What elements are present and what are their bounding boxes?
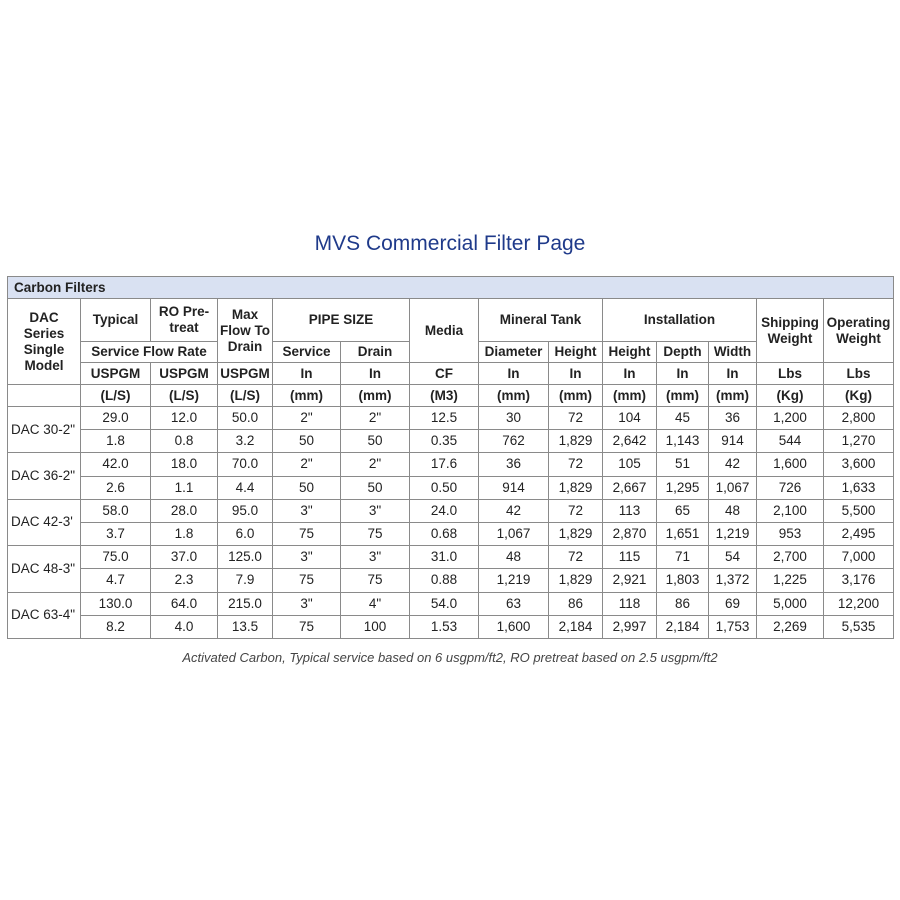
- value-cell: 2.6: [81, 476, 151, 499]
- value-cell: 12,200: [824, 592, 894, 615]
- unit-metric: (mm): [479, 385, 549, 407]
- value-cell: 104: [603, 407, 657, 430]
- table-row-metric: [8, 615, 894, 638]
- value-cell: 51: [657, 453, 709, 476]
- value-cell: 75: [273, 522, 341, 545]
- unit-metric: (mm): [273, 385, 341, 407]
- header-service-flow-rate: Service Flow Rate: [81, 342, 218, 363]
- value-cell: 75: [341, 569, 410, 592]
- value-cell: 48: [479, 546, 549, 569]
- value-cell: 75: [341, 522, 410, 545]
- value-cell: 72: [549, 546, 603, 569]
- value-cell: 64.0: [151, 592, 218, 615]
- value-cell: 48: [709, 499, 757, 522]
- unit-metric: (M3): [410, 385, 479, 407]
- value-cell: 2,870: [603, 522, 657, 545]
- value-cell: 50: [341, 430, 410, 453]
- value-cell: 12.5: [410, 407, 479, 430]
- value-cell: 50: [341, 476, 410, 499]
- table-row-imperial: [8, 407, 894, 430]
- value-cell: 72: [549, 499, 603, 522]
- unit-metric: (L/S): [81, 385, 151, 407]
- header-blank: [8, 385, 81, 407]
- value-cell: 0.68: [410, 522, 479, 545]
- header-media: Media: [410, 299, 479, 363]
- value-cell: 17.6: [410, 453, 479, 476]
- value-cell: 8.2: [81, 615, 151, 638]
- value-cell: 7.9: [218, 569, 273, 592]
- unit-imperial: USPGM: [218, 363, 273, 385]
- table-row-imperial: [8, 546, 894, 569]
- value-cell: 100: [341, 615, 410, 638]
- value-cell: 1.1: [151, 476, 218, 499]
- value-cell: 1,200: [757, 407, 824, 430]
- value-cell: 0.50: [410, 476, 479, 499]
- value-cell: 1,067: [709, 476, 757, 499]
- value-cell: 29.0: [81, 407, 151, 430]
- unit-metric: (mm): [709, 385, 757, 407]
- value-cell: 5,000: [757, 592, 824, 615]
- value-cell: 3": [341, 546, 410, 569]
- value-cell: 1,295: [657, 476, 709, 499]
- header-shipping-weight: Shipping Weight: [757, 299, 824, 363]
- value-cell: 28.0: [151, 499, 218, 522]
- value-cell: 5,500: [824, 499, 894, 522]
- value-cell: 914: [709, 430, 757, 453]
- value-cell: 1,829: [549, 430, 603, 453]
- unit-imperial: In: [341, 363, 410, 385]
- value-cell: 0.88: [410, 569, 479, 592]
- table-row-imperial: [8, 592, 894, 615]
- value-cell: 4.4: [218, 476, 273, 499]
- value-cell: 50: [273, 476, 341, 499]
- value-cell: 2,269: [757, 615, 824, 638]
- header-typical: Typical: [81, 299, 151, 342]
- value-cell: 1,600: [757, 453, 824, 476]
- value-cell: 2,495: [824, 522, 894, 545]
- value-cell: 54.0: [410, 592, 479, 615]
- value-cell: 30: [479, 407, 549, 430]
- value-cell: 2,642: [603, 430, 657, 453]
- value-cell: 113: [603, 499, 657, 522]
- value-cell: 86: [549, 592, 603, 615]
- value-cell: 86: [657, 592, 709, 615]
- value-cell: 2.3: [151, 569, 218, 592]
- header-max-flow: Max Flow To Drain: [218, 299, 273, 363]
- value-cell: 2": [341, 453, 410, 476]
- header-pipe-size: PIPE SIZE: [273, 299, 410, 342]
- unit-metric: (mm): [657, 385, 709, 407]
- page-title: MVS Commercial Filter Page: [314, 232, 586, 255]
- value-cell: 45: [657, 407, 709, 430]
- header-pipe-service: Service: [273, 342, 341, 363]
- model-cell: DAC 36-2": [8, 453, 81, 499]
- value-cell: 18.0: [151, 453, 218, 476]
- value-cell: 36: [709, 407, 757, 430]
- value-cell: 115: [603, 546, 657, 569]
- unit-metric: (mm): [603, 385, 657, 407]
- value-cell: 31.0: [410, 546, 479, 569]
- value-cell: 105: [603, 453, 657, 476]
- value-cell: 2,700: [757, 546, 824, 569]
- header-ro-pretreat: RO Pre-treat: [151, 299, 218, 342]
- table-row-imperial: [8, 499, 894, 522]
- value-cell: 125.0: [218, 546, 273, 569]
- header-mineral-tank: Mineral Tank: [479, 299, 603, 342]
- value-cell: 71: [657, 546, 709, 569]
- value-cell: 50: [273, 430, 341, 453]
- value-cell: 63: [479, 592, 549, 615]
- value-cell: 54: [709, 546, 757, 569]
- value-cell: 0.35: [410, 430, 479, 453]
- value-cell: 1,829: [549, 476, 603, 499]
- footnote: Activated Carbon, Typical service based on 6 usgpm/ft2, RO pretreat based on 2.5 usgpm/ft2: [182, 650, 718, 665]
- value-cell: 953: [757, 522, 824, 545]
- value-cell: 762: [479, 430, 549, 453]
- value-cell: 726: [757, 476, 824, 499]
- header-operating-weight: Operating Weight: [824, 299, 894, 363]
- value-cell: 544: [757, 430, 824, 453]
- value-cell: 4.7: [81, 569, 151, 592]
- model-cell: DAC 42-3': [8, 499, 81, 545]
- value-cell: 12.0: [151, 407, 218, 430]
- value-cell: 75: [273, 615, 341, 638]
- unit-metric: (Kg): [824, 385, 894, 407]
- unit-imperial: In: [603, 363, 657, 385]
- value-cell: 42.0: [81, 453, 151, 476]
- value-cell: 5,535: [824, 615, 894, 638]
- value-cell: 3.2: [218, 430, 273, 453]
- value-cell: 1,829: [549, 569, 603, 592]
- value-cell: 1,143: [657, 430, 709, 453]
- header-model: DAC Series Single Model: [8, 299, 81, 385]
- value-cell: 3": [273, 546, 341, 569]
- value-cell: 72: [549, 453, 603, 476]
- value-cell: 1,651: [657, 522, 709, 545]
- value-cell: 4.0: [151, 615, 218, 638]
- value-cell: 3": [341, 499, 410, 522]
- value-cell: 2,800: [824, 407, 894, 430]
- value-cell: 13.5: [218, 615, 273, 638]
- value-cell: 1,803: [657, 569, 709, 592]
- value-cell: 1,219: [479, 569, 549, 592]
- value-cell: 1.8: [151, 522, 218, 545]
- value-cell: 95.0: [218, 499, 273, 522]
- model-cell: DAC 48-3": [8, 546, 81, 592]
- value-cell: 914: [479, 476, 549, 499]
- table-row-metric: [8, 522, 894, 545]
- header-installation: Installation: [603, 299, 757, 342]
- value-cell: 2,997: [603, 615, 657, 638]
- table-row-metric: [8, 430, 894, 453]
- value-cell: 1,219: [709, 522, 757, 545]
- unit-imperial: CF: [410, 363, 479, 385]
- value-cell: 69: [709, 592, 757, 615]
- header-install-height: Height: [603, 342, 657, 363]
- value-cell: 37.0: [151, 546, 218, 569]
- value-cell: 42: [479, 499, 549, 522]
- value-cell: 1,829: [549, 522, 603, 545]
- unit-metric: (mm): [341, 385, 410, 407]
- value-cell: 1.8: [81, 430, 151, 453]
- header-diameter: Diameter: [479, 342, 549, 363]
- value-cell: 42: [709, 453, 757, 476]
- value-cell: 58.0: [81, 499, 151, 522]
- value-cell: 4": [341, 592, 410, 615]
- value-cell: 118: [603, 592, 657, 615]
- unit-imperial: In: [657, 363, 709, 385]
- value-cell: 2,184: [549, 615, 603, 638]
- model-cell: DAC 30-2": [8, 407, 81, 453]
- unit-imperial: In: [709, 363, 757, 385]
- unit-imperial: Lbs: [757, 363, 824, 385]
- value-cell: 50.0: [218, 407, 273, 430]
- table-row-imperial: [8, 453, 894, 476]
- value-cell: 3,600: [824, 453, 894, 476]
- value-cell: 65: [657, 499, 709, 522]
- value-cell: 1,270: [824, 430, 894, 453]
- value-cell: 72: [549, 407, 603, 430]
- carbon-filters-table-container: [7, 276, 893, 639]
- value-cell: 24.0: [410, 499, 479, 522]
- value-cell: 75.0: [81, 546, 151, 569]
- unit-metric: (L/S): [151, 385, 218, 407]
- header-pipe-drain: Drain: [341, 342, 410, 363]
- value-cell: 1,225: [757, 569, 824, 592]
- section-title: Carbon Filters: [8, 277, 894, 299]
- header-tank-height: Height: [549, 342, 603, 363]
- value-cell: 7,000: [824, 546, 894, 569]
- value-cell: 2": [341, 407, 410, 430]
- value-cell: 2,100: [757, 499, 824, 522]
- unit-imperial: In: [273, 363, 341, 385]
- value-cell: 1.53: [410, 615, 479, 638]
- unit-imperial: USPGM: [151, 363, 218, 385]
- value-cell: 3.7: [81, 522, 151, 545]
- value-cell: 2": [273, 407, 341, 430]
- carbon-filters-table: [7, 276, 894, 639]
- unit-imperial: In: [549, 363, 603, 385]
- value-cell: 6.0: [218, 522, 273, 545]
- unit-imperial: In: [479, 363, 549, 385]
- value-cell: 75: [273, 569, 341, 592]
- value-cell: 1,753: [709, 615, 757, 638]
- unit-metric: (Kg): [757, 385, 824, 407]
- value-cell: 1,372: [709, 569, 757, 592]
- header-width: Width: [709, 342, 757, 363]
- value-cell: 2": [273, 453, 341, 476]
- value-cell: 3": [273, 499, 341, 522]
- value-cell: 36: [479, 453, 549, 476]
- value-cell: 70.0: [218, 453, 273, 476]
- value-cell: 2,921: [603, 569, 657, 592]
- table-row-metric: [8, 476, 894, 499]
- value-cell: 3": [273, 592, 341, 615]
- unit-metric: (L/S): [218, 385, 273, 407]
- value-cell: 1,067: [479, 522, 549, 545]
- value-cell: 2,667: [603, 476, 657, 499]
- value-cell: 1,633: [824, 476, 894, 499]
- table-row-metric: [8, 569, 894, 592]
- value-cell: 130.0: [81, 592, 151, 615]
- value-cell: 0.8: [151, 430, 218, 453]
- unit-metric: (mm): [549, 385, 603, 407]
- value-cell: 215.0: [218, 592, 273, 615]
- model-cell: DAC 63-4": [8, 592, 81, 638]
- value-cell: 1,600: [479, 615, 549, 638]
- value-cell: 3,176: [824, 569, 894, 592]
- value-cell: 2,184: [657, 615, 709, 638]
- header-depth: Depth: [657, 342, 709, 363]
- unit-imperial: USPGM: [81, 363, 151, 385]
- unit-imperial: Lbs: [824, 363, 894, 385]
